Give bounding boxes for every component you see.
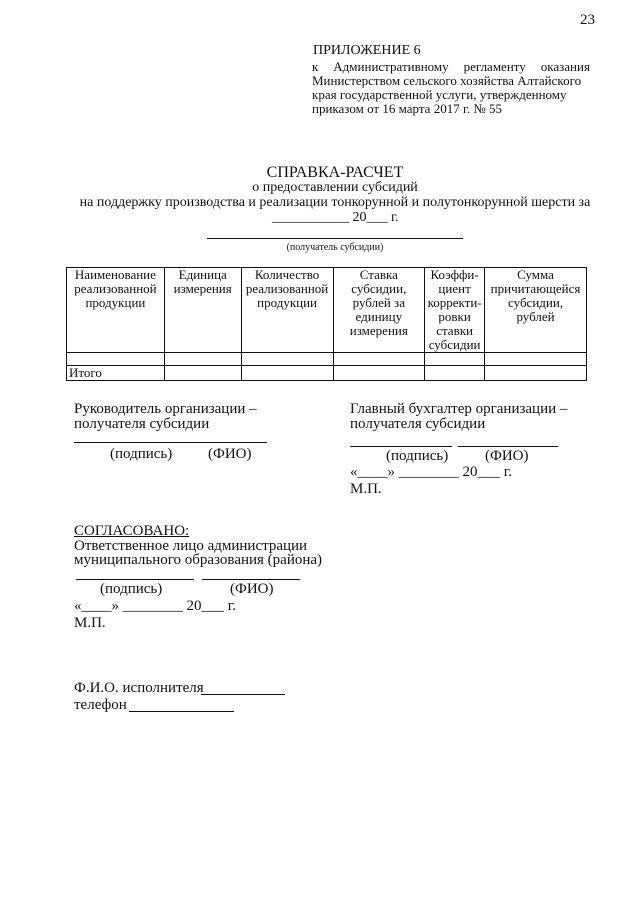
approval-sign-caption: (подпись) <box>100 581 163 597</box>
table-cell[interactable] <box>425 353 485 366</box>
subsidy-table <box>66 267 587 381</box>
header-line: субсидии, <box>508 295 564 310</box>
appendix-word: Административному <box>333 59 449 74</box>
table-cell[interactable] <box>241 353 333 366</box>
header-line: корректи- <box>427 295 482 310</box>
approval-fio-line[interactable] <box>202 579 300 580</box>
document-subtitle-1: о предоставлении субсидий <box>252 180 418 195</box>
accountant-fio-line[interactable] <box>458 446 558 447</box>
col-header-coefficient <box>425 268 485 353</box>
header-line: ставки <box>436 323 473 338</box>
approval-sign-line[interactable] <box>76 579 194 580</box>
appendix-block <box>312 44 590 116</box>
header-line: единицу <box>355 309 403 324</box>
col-header-amount <box>485 268 587 353</box>
header-line: Ставка <box>359 267 398 282</box>
table-cell[interactable] <box>164 353 241 366</box>
recipient-line <box>207 238 463 239</box>
table-cell[interactable] <box>425 366 485 381</box>
approval-stamp-label: М.П. <box>74 615 106 631</box>
table-cell[interactable] <box>485 353 587 366</box>
header-line: Сумма <box>517 267 554 282</box>
col-header-product <box>67 268 165 353</box>
executor-fio-label: Ф.И.О. исполнителя <box>74 680 204 696</box>
header-line: Единица <box>178 267 227 282</box>
head-title-line-1: Руководитель организации – <box>74 401 257 417</box>
header-line: ровки <box>438 309 471 324</box>
appendix-line-4: приказом от 16 марта 2017 г. № 55 <box>312 101 502 116</box>
approval-title: СОГЛАСОВАНО: <box>74 523 190 539</box>
header-line: рублей за <box>352 295 405 310</box>
header-line: Количество <box>254 267 320 282</box>
header-line: продукции <box>85 295 146 310</box>
approval-line-2: муниципального образования (района) <box>74 552 323 568</box>
head-fio-caption: (ФИО) <box>208 446 252 462</box>
col-header-unit <box>164 268 241 353</box>
accountant-fio-caption: (ФИО) <box>485 448 529 464</box>
table-cell[interactable] <box>241 366 333 381</box>
appendix-word: регламенту <box>463 59 526 74</box>
head-title-line-2: получателя субсидии <box>74 416 210 432</box>
table-cell[interactable] <box>164 366 241 381</box>
table-total-row <box>67 366 587 381</box>
period-date-blank: ___________ 20___ г. <box>272 210 399 225</box>
executor-fio-line[interactable] <box>201 694 285 695</box>
accountant-title-line-2: получателя субсидии <box>350 416 486 432</box>
header-line: субсидии, <box>351 281 407 296</box>
header-line: циент <box>438 281 471 296</box>
table-row <box>67 353 587 366</box>
table-cell[interactable] <box>333 366 425 381</box>
header-line: реализованной <box>245 281 329 296</box>
header-line: реализованной <box>74 281 157 296</box>
col-header-rate <box>333 268 425 353</box>
approval-line-1: Ответственное лицо администрации <box>74 538 308 554</box>
appendix-line-2: Министерством сельского хозяйства Алтайского <box>312 73 582 88</box>
header-line: измерения <box>173 281 232 296</box>
appendix-line-1 <box>312 60 590 74</box>
header-line: продукции <box>257 295 318 310</box>
head-sign-line[interactable] <box>74 442 267 443</box>
accountant-title-line-1: Главный бухгалтер организации – <box>350 401 568 417</box>
accountant-sign-line[interactable] <box>350 446 452 447</box>
table-cell[interactable] <box>67 353 165 366</box>
document-subtitle-2: на поддержку производства и реализации тонкорунной и полутонкорунной шерсти за <box>79 195 591 210</box>
table-cell[interactable] <box>333 353 425 366</box>
table-cell[interactable] <box>485 366 587 381</box>
col-header-quantity <box>241 268 333 353</box>
document-title: СПРАВКА-РАСЧЕТ <box>266 164 404 181</box>
header-line: Коэффи- <box>430 267 479 282</box>
appendix-word: оказания <box>540 59 590 74</box>
executor-phone-label: телефон <box>74 697 127 713</box>
header-line: субсидии <box>428 337 481 352</box>
accountant-date-line: «____» ________ 20___ г. <box>350 464 512 480</box>
page-number: 23 <box>580 12 595 28</box>
appendix-line-3: края государственной услуги, утвержденному <box>312 87 567 102</box>
approval-fio-caption: (ФИО) <box>230 581 274 597</box>
appendix-word: к <box>312 59 319 74</box>
header-line: причитающейся <box>490 281 581 296</box>
approval-date-line: «____» ________ 20___ г. <box>74 598 236 614</box>
header-line: рублей <box>516 309 555 324</box>
accountant-sign-caption: (подпись) <box>386 448 449 464</box>
header-line: Наименование <box>74 267 156 282</box>
head-sign-caption: (подпись) <box>110 446 173 462</box>
appendix-title: ПРИЛОЖЕНИЕ 6 <box>313 43 421 58</box>
recipient-caption: (получатель субсидии) <box>286 242 384 253</box>
table-header-row <box>67 268 587 353</box>
header-line: измерения <box>349 323 408 338</box>
accountant-stamp-label: М.П. <box>350 481 382 497</box>
executor-phone-line[interactable] <box>129 711 234 712</box>
total-label: Итого <box>67 366 165 381</box>
